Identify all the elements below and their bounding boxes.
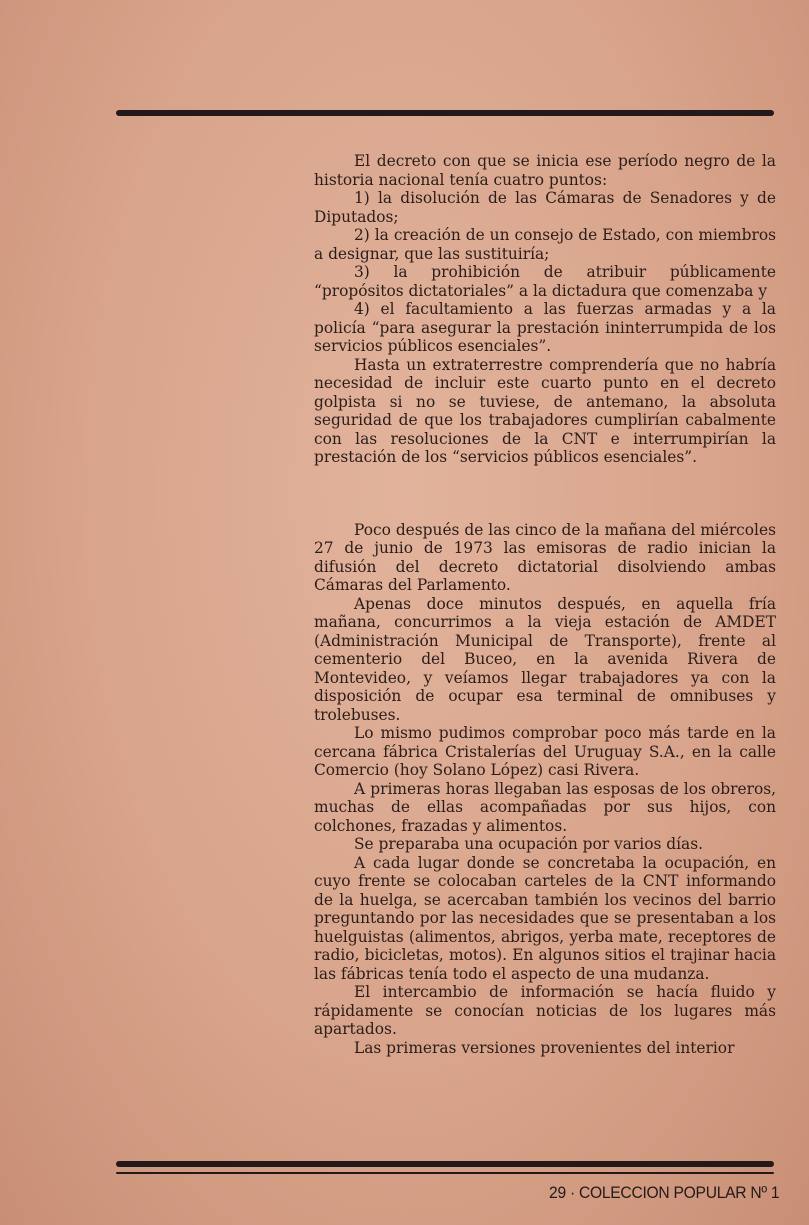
paragraph: El decreto con que se inicia ese período negro de la historia nacional tenía cuatro puntos: xyxy=(314,152,776,189)
paragraph: El intercambio de información se hacía fluido y rápidamente se conocían noticias de los lugares más apartados. xyxy=(314,983,776,1038)
paragraph: Hasta un extraterrestre comprendería que no habría necesidad de incluir este cuarto punto en el decreto golpista si no se tuviese, de antemano, la absoluta seguridad de que los trabajadores cumplirían cabalmente con las resoluciones de la CNT e interrumpirían la prestación de los “servicios públicos esenciales”. xyxy=(314,355,776,466)
top-rule xyxy=(116,110,774,116)
page-body xyxy=(314,152,776,1057)
paragraph: A primeras horas llegaban las esposas de los obreros, muchas de ellas acompañadas por sus hijos, con colchones, frazadas y alimentos. xyxy=(314,779,776,835)
bottom-rule-thin xyxy=(116,1172,774,1174)
paragraph: 2) la creación de un consejo de Estado, con miembros a designar, que las sustituiría; xyxy=(314,226,776,263)
paragraph: 3) la prohibición de atribuir públicamente “propósitos dictatoriales” a la dictadura que comenzaba y xyxy=(314,263,776,300)
paragraph: 4) el facultamiento a las fuerzas armadas y a la policía “para asegurar la prestación ininterrumpida de los servicios públicos esenciales”. xyxy=(314,300,776,355)
page-footer: 29 · COLECCION POPULAR Nº 1 xyxy=(548,1183,779,1202)
paragraph: Poco después de las cinco de la mañana del miércoles 27 de junio de 1973 las emisoras de radio inician la difusión del decreto dictatorial disolviendo ambas Cámaras del Parlamento. xyxy=(314,520,776,594)
section-gap xyxy=(314,467,776,521)
paragraph: Lo mismo pudimos comprobar poco más tarde en la cercana fábrica Cristalerías del Uruguay S.A., en la calle Comercio (hoy Solano López) casi Rivera. xyxy=(314,724,776,779)
paragraph: Apenas doce minutos después, en aquella fría mañana, concurrimos a la vieja estación de AMDET (Administración Municipal de Transporte), frente al cementerio del Buceo, en la avenida Rivera de Montevideo, y veíamos llegar trabajadores ya con la disposición de ocupar esa terminal de omnibuses y trolebuses. xyxy=(314,594,776,724)
paragraph: Se preparaba una ocupación por varios días. xyxy=(354,835,703,853)
bottom-rule xyxy=(116,1161,774,1167)
paragraph: A cada lugar donde se concretaba la ocupación, en cuyo frente se colocaban carteles de la CNT informando de la huelga, se acercaban también los vecinos del barrio preguntando por las necesidades que se presentaban a los huelguistas (alimentos, abrigos, yerba mate, receptores de radio, bicicletas, motos). En algunos sitios el trajinar hacia las fábricas tenía todo el aspecto de una mudanza. xyxy=(314,853,776,983)
paragraph: 1) la disolución de las Cámaras de Senadores y de Diputados; xyxy=(314,189,776,226)
paragraph: Las primeras versiones provenientes del interior xyxy=(354,1038,735,1057)
